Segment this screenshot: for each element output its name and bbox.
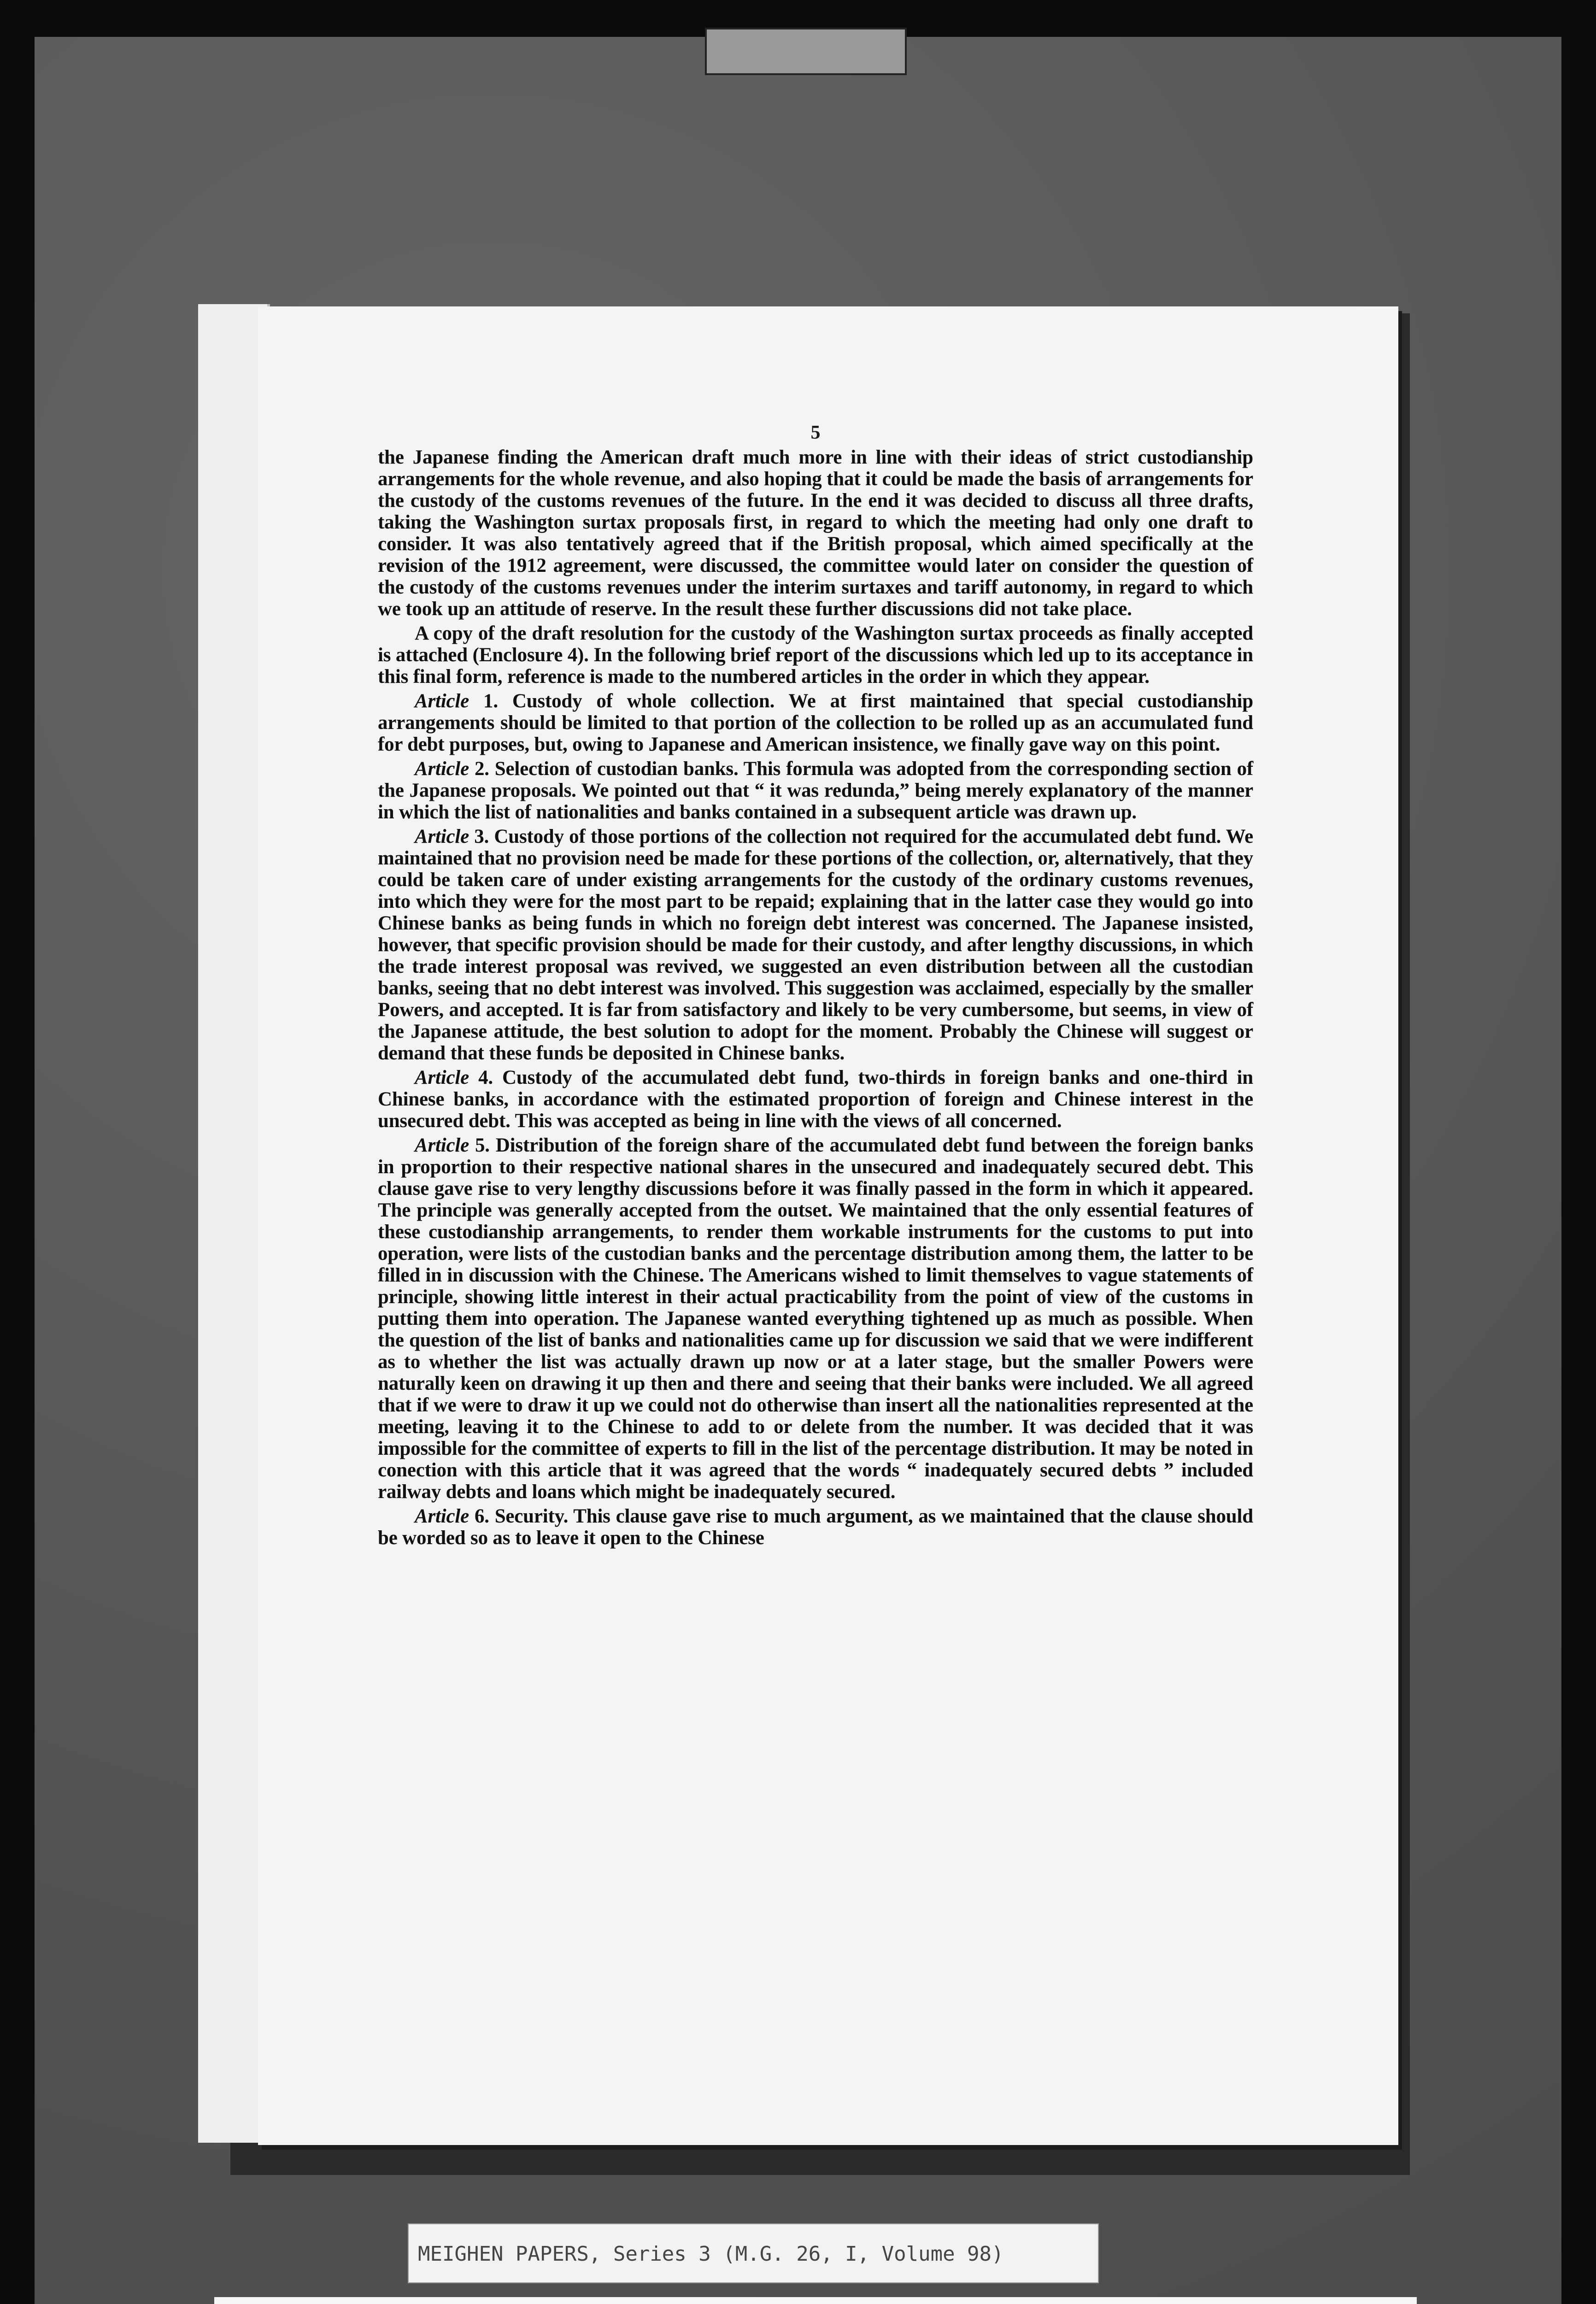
article-label: Article (415, 1505, 469, 1527)
article-label: Article (415, 758, 469, 780)
article-label: Article (415, 826, 469, 847)
archive-reference-label: MEIGHEN PAPERS, Series 3 (M.G. 26, I, Volume 98) (408, 2223, 1099, 2283)
document-page (258, 306, 1398, 2145)
paragraph-article-4: Article 4. Custody of the accumulated debt fund, two-thirds in foreign banks and one-third in Chinese banks, in accordance with the estimated proportion of foreign and Chinese interest in the unsecured debt. This was accepted as being in line with the views of all concerned. (378, 1067, 1253, 1132)
article-label: Article (415, 1134, 469, 1156)
article-label: Article (415, 1067, 469, 1088)
article-label: Article (415, 690, 469, 712)
paragraph-article-6: Article 6. Security. This clause gave rise to much argument, as we maintained that the clause should be worded so as to leave it open to the Chinese (378, 1505, 1253, 1549)
page-number: 5 (810, 422, 821, 443)
paragraph-article-2: Article 2. Selection of custodian banks. This formula was adopted from the corresponding section of the Japanese proposals. We pointed out that “ it was redunda,” being merely explanatory of the manner in which the list of nationalities and banks contained in a subsequent article was drawn up. (378, 758, 1253, 823)
paragraph-article-3: Article 3. Custody of those portions of the collection not required for the accumulated debt fund. We maintained that no provision need be made for these portions of the collection, or, alternatively, that they could be taken care of under existing arrangements for the custody of the ordinary customs revenues, into which they were for the most part to be repaid; explaining that in the latter case they would go into Chinese banks as being funds in which no foreign debt interest was concerned. The Japanese insisted, however, that specific provision should be made for their custody, and after lengthy discussions, in which the trade interest proposal was revived, we suggested an even distribution between all the custodian banks, seeing that no debt interest was involved. This suggestion was acclaimed, especially by the smaller Powers, and accepted. It is far from satisfactory and likely to be very cumbersome, but seems, in view of the Japanese attitude, the best solution to adopt for the moment. Probably the Chinese will suggest or demand that these funds be deposited in Chinese banks. (378, 826, 1253, 1064)
archive-card (214, 2297, 1417, 2304)
paragraph-intro: the Japanese finding the American draft much more in line with their ideas of strict custodianship arrangements for the whole revenue, and also hoping that it could be made the basis of arrangements for the custody of the customs revenues of the future. In the end it was decided to discuss all three drafts, taking the Washington surtax proposals first, in regard to which the meeting had only one draft to consider. It was also tentatively agreed that if the British proposal, which aimed specifically at the revision of the 1912 agreement, were discussed, the committee would later on consider the question of the custody of the customs revenues under the interim surtaxes and tariff autonomy, in regard to which we took up an attitude of reserve. In the result these further discussions did not take place. (378, 447, 1253, 620)
page-body (378, 422, 1253, 1552)
film-tab (705, 28, 907, 75)
paragraph-enclosure: A copy of the draft resolution for the custody of the Washington surtax proceeds as finally accepted is attached (Enclosure 4). In the following brief report of the discussions which led up to its acceptance in this final form, reference is made to the numbered articles in the order in which they appear. (378, 623, 1253, 688)
paragraph-article-5: Article 5. Distribution of the foreign share of the accumulated debt fund between the foreign banks in proportion to their respective national shares in the unsecured and inadequately secured debt. This clause gave rise to very lengthy discussions before it was finally passed in the form in which it appeared. The principle was generally accepted from the outset. We maintained that the only essential features of these custodianship arrangements, to render them workable instruments for the customs to put into operation, were lists of the custodian banks and the percentage distribution among them, the latter to be filled in in discussion with the Chinese. The Americans wished to limit themselves to vague statements of principle, showing little interest in their actual practicability from the point of view of the customs in putting them into operation. The Japanese wanted everything tightened up as much as possible. When the question of the list of banks and nationalities came up for discussion we said that we were indifferent as to whether the list was actually drawn up now or at a later stage, but the smaller Powers were naturally keen on drawing it up then and there and seeing that their banks were included. We all agreed that if we were to draw it up we could not do otherwise than insert all the nationalities represented at the meeting, leaving it to the Chinese to add to or delete from the number. It was decided that it was impossible for the committee of experts to fill in the list of the percentage distribution. It may be noted in conection with this article that it was agreed that the words “ inadequately secured debts ” included railway debts and loans which might be inadequately secured. (378, 1134, 1253, 1503)
paragraph-article-1: Article 1. Custody of whole collection. We at first maintained that special custodianship arrangements should be limited to that portion of the collection to be rolled up as an accumulated fund for debt purposes, but, owing to Japanese and American insistence, we finally gave way on this point. (378, 690, 1253, 755)
